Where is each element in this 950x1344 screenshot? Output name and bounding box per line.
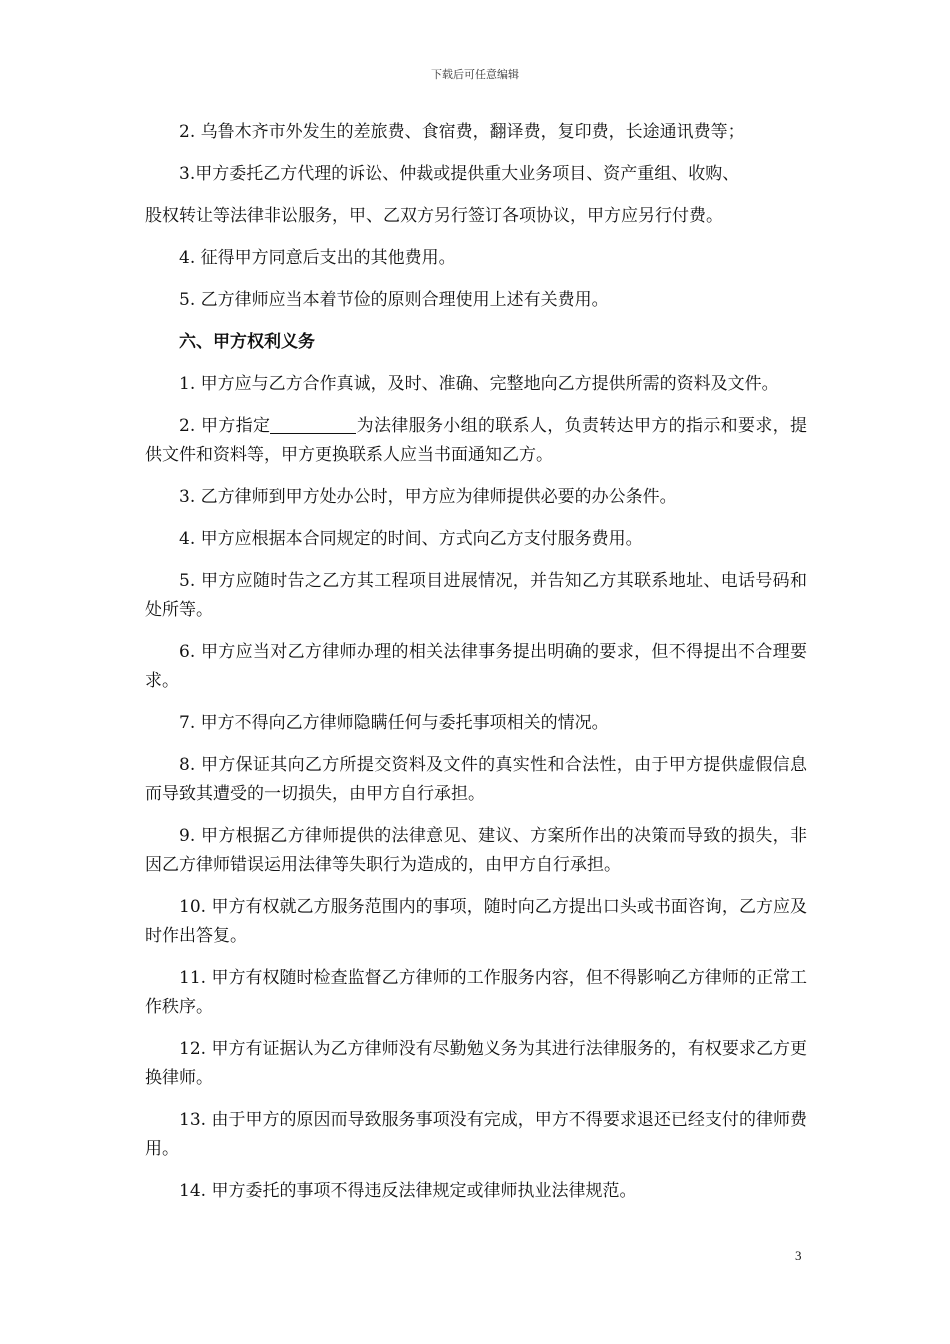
paragraph: 3.甲方委托乙方代理的诉讼、仲裁或提供重大业务项目、资产重组、收购、 [179,164,740,184]
paragraph: 5. 乙方律师应当本着节俭的原则合理使用上述有关费用。 [179,290,609,310]
list-item: 6. 甲方应当对乙方律师办理的相关法律事务提出明确的要求，但不得提出不合理要求。 [145,642,807,691]
list-item: 10. 甲方有权就乙方服务范围内的事项，随时向乙方提出口头或书面咨询，乙方应及时作出答复。 [145,897,807,946]
item-suffix: 为法律服务小组的联系人，负责转达甲方的指示和要求，提供文件和资料等，甲方更换联系人应当书面通知乙方。 [145,416,807,465]
list-item: 9. 甲方根据乙方律师提供的法律意见、建议、方案所作出的决策而导致的损失，非因乙方律师错误运用法律等失职行为造成的，由甲方自行承担。 [145,826,807,875]
page-number: 3 [795,1248,802,1263]
paragraph: 4. 征得甲方同意后支出的其他费用。 [179,248,456,268]
document-body [145,118,807,1219]
paragraph: 股权转让等法律非讼服务，甲、乙双方另行签订各项协议，甲方应另行付费。 [145,206,723,226]
list-item: 4. 甲方应根据本合同规定的时间、方式向乙方支付服务费用。 [179,529,643,549]
item-prefix: 2. 甲方指定 [179,416,271,436]
list-item: 3. 乙方律师到甲方处办公时，甲方应为律师提供必要的办公条件。 [179,487,677,507]
paragraph: 2. 乌鲁木齐市外发生的差旅费、食宿费，翻译费，复印费，长途通讯费等； [179,122,745,142]
list-item: 12. 甲方有证据认为乙方律师没有尽勤勉义务为其进行法律服务的，有权要求乙方更换律师。 [145,1039,807,1088]
list-item: 1. 甲方应与乙方合作真诚，及时、准确、完整地向乙方提供所需的资料及文件。 [179,374,779,394]
list-item: 7. 甲方不得向乙方律师隐瞒任何与委托事项相关的情况。 [179,713,609,733]
list-item: 14. 甲方委托的事项不得违反法律规定或律师执业法律规范。 [179,1181,637,1201]
list-item: 13. 由于甲方的原因而导致服务事项没有完成，甲方不得要求退还已经支付的律师费用。 [145,1110,807,1159]
section-heading: 六、甲方权利义务 [179,332,315,352]
list-item: 11. 甲方有权随时检查监督乙方律师的工作服务内容，但不得影响乙方律师的正常工作秩序。 [145,968,807,1017]
blank-line [270,415,356,434]
page-header: 下载后可任意编辑 [431,68,519,81]
list-item-contact [145,412,807,470]
list-item: 5. 甲方应随时告之乙方其工程项目进展情况，并告知乙方其联系地址、电话号码和处所等。 [145,571,807,620]
list-item: 8. 甲方保证其向乙方所提交资料及文件的真实性和合法性，由于甲方提供虚假信息而导致其遭受的一切损失，由甲方自行承担。 [145,755,807,804]
